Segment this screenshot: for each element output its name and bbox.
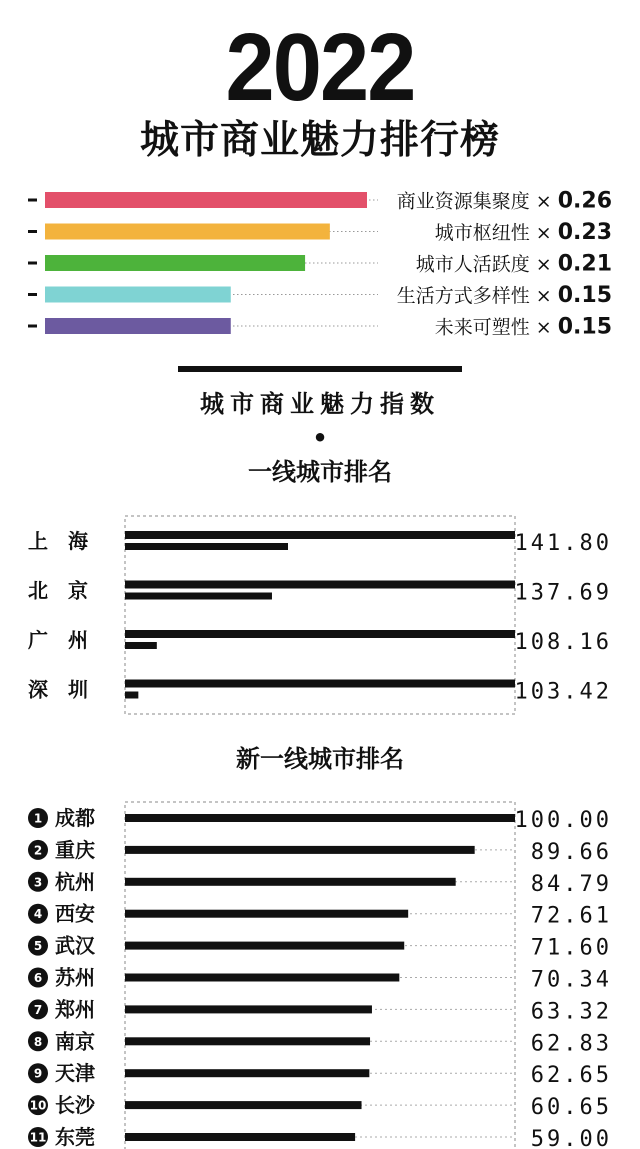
new-tier1-value-label: 84.79 bbox=[530, 871, 612, 897]
new-tier1-city-label: 天津 bbox=[55, 1061, 95, 1086]
new-tier1-chart bbox=[28, 802, 612, 1149]
tier1-value-label: 108.16 bbox=[514, 630, 612, 655]
new-tier1-title: 新一线城市排名 bbox=[236, 745, 404, 773]
tier1-city-label: 北 京 bbox=[28, 578, 88, 603]
weight-label bbox=[435, 220, 612, 245]
index-title: 城市商业魅力指数 bbox=[200, 390, 440, 418]
rank-number: 11 bbox=[29, 1130, 47, 1145]
new-tier1-city-label: 苏州 bbox=[55, 965, 95, 990]
new-tier1-city-label: 成都 bbox=[55, 806, 95, 830]
weight-bar bbox=[45, 287, 231, 303]
weight-value: 0.15 bbox=[557, 314, 612, 340]
tier1-excess-bar bbox=[125, 692, 138, 699]
new-tier1-city-label: 郑州 bbox=[55, 997, 95, 1022]
weight-bar bbox=[45, 224, 330, 240]
tier1-title: 一线城市排名 bbox=[248, 458, 392, 486]
times-sign: × bbox=[535, 222, 558, 244]
rank-number: 3 bbox=[33, 875, 43, 890]
new-tier1-value-label: 89.66 bbox=[530, 839, 612, 865]
new-tier1-value-label: 62.65 bbox=[530, 1063, 612, 1089]
times-sign: × bbox=[535, 316, 558, 339]
tier1-chart bbox=[28, 516, 612, 714]
new-tier1-value-label: 71.60 bbox=[530, 935, 612, 961]
times-sign: × bbox=[535, 253, 558, 276]
weight-bar bbox=[45, 192, 367, 208]
rank-number: 4 bbox=[33, 907, 43, 922]
weight-category: 未来可塑性 bbox=[434, 316, 536, 339]
new-tier1-bar bbox=[125, 910, 408, 918]
tier1-city-label: 广 州 bbox=[28, 628, 88, 652]
rank-number: 1 bbox=[33, 811, 43, 826]
tier1-excess-bar bbox=[125, 642, 157, 649]
tier1-base-bar bbox=[125, 581, 515, 589]
weight-label bbox=[397, 189, 612, 214]
rank-number: 5 bbox=[33, 939, 43, 954]
new-tier1-city-label: 重庆 bbox=[55, 837, 95, 862]
title-year: 2022 bbox=[225, 14, 415, 121]
rank-number: 8 bbox=[33, 1034, 43, 1049]
new-tier1-bar bbox=[125, 814, 515, 822]
times-sign: × bbox=[535, 190, 558, 213]
rank-number: 2 bbox=[33, 843, 43, 858]
tier1-city-label: 深 圳 bbox=[28, 677, 88, 702]
weight-bar bbox=[45, 318, 231, 334]
new-tier1-bar bbox=[125, 1101, 362, 1109]
weight-category: 城市人活跃度 bbox=[415, 253, 536, 276]
rank-number: 9 bbox=[33, 1066, 43, 1081]
new-tier1-bar bbox=[125, 1005, 372, 1013]
new-tier1-city-label: 南京 bbox=[55, 1029, 95, 1054]
tier1-base-bar bbox=[125, 630, 515, 638]
tier1-value-label: 137.69 bbox=[514, 580, 612, 606]
rank-number: 6 bbox=[33, 971, 43, 985]
weight-value: 0.26 bbox=[557, 188, 612, 214]
weight-tick bbox=[28, 293, 37, 296]
weight-category: 商业资源集聚度 bbox=[396, 190, 536, 213]
bullet-dot: • bbox=[312, 424, 328, 452]
new-tier1-bar bbox=[125, 1037, 370, 1045]
new-tier1-value-label: 72.61 bbox=[530, 903, 612, 929]
tier1-base-bar bbox=[125, 531, 515, 539]
weights-chart bbox=[28, 189, 612, 340]
times-sign: × bbox=[535, 285, 558, 307]
tier1-value-label: 141.80 bbox=[514, 531, 612, 556]
new-tier1-value-label: 62.83 bbox=[530, 1031, 612, 1057]
new-tier1-value-label: 59.00 bbox=[530, 1127, 612, 1149]
new-tier1-bar bbox=[125, 942, 404, 950]
page-title: 城市商业魅力排行榜 bbox=[139, 118, 500, 163]
tier1-base-bar bbox=[125, 680, 515, 688]
new-tier1-bar bbox=[125, 1133, 355, 1141]
new-tier1-bar bbox=[125, 846, 475, 854]
new-tier1-city-label: 杭州 bbox=[55, 869, 95, 894]
tier1-value-label: 103.42 bbox=[514, 679, 612, 705]
rank-number: 7 bbox=[33, 1002, 43, 1017]
new-tier1-city-label: 东莞 bbox=[55, 1125, 95, 1149]
tier1-excess-bar bbox=[125, 593, 272, 600]
weight-label bbox=[435, 315, 612, 340]
new-tier1-bar bbox=[125, 878, 456, 886]
rank-number: 10 bbox=[29, 1098, 47, 1113]
new-tier1-city-label: 长沙 bbox=[55, 1093, 95, 1118]
weight-category: 城市枢纽性 bbox=[434, 222, 536, 244]
new-tier1-bar bbox=[125, 974, 399, 982]
new-tier1-value-label: 70.34 bbox=[530, 967, 612, 993]
weight-label bbox=[416, 252, 612, 277]
new-tier1-city-label: 武汉 bbox=[55, 933, 95, 958]
tier1-excess-bar bbox=[125, 543, 288, 550]
weight-tick bbox=[28, 199, 37, 202]
weight-value: 0.21 bbox=[557, 251, 612, 277]
new-tier1-value-label: 60.65 bbox=[530, 1095, 612, 1121]
weight-tick bbox=[28, 262, 37, 265]
weight-tick bbox=[28, 325, 37, 328]
new-tier1-value-label: 100.00 bbox=[514, 808, 612, 833]
new-tier1-bar bbox=[125, 1069, 369, 1077]
tier1-city-label: 上 海 bbox=[28, 529, 88, 553]
weight-label bbox=[397, 283, 612, 308]
weight-category: 生活方式多样性 bbox=[396, 285, 536, 307]
weight-value: 0.15 bbox=[557, 283, 612, 308]
weight-value: 0.23 bbox=[557, 220, 612, 245]
new-tier1-city-label: 西安 bbox=[55, 901, 95, 926]
weight-bar bbox=[45, 255, 305, 271]
new-tier1-value-label: 63.32 bbox=[530, 999, 612, 1025]
weight-tick bbox=[28, 230, 37, 233]
